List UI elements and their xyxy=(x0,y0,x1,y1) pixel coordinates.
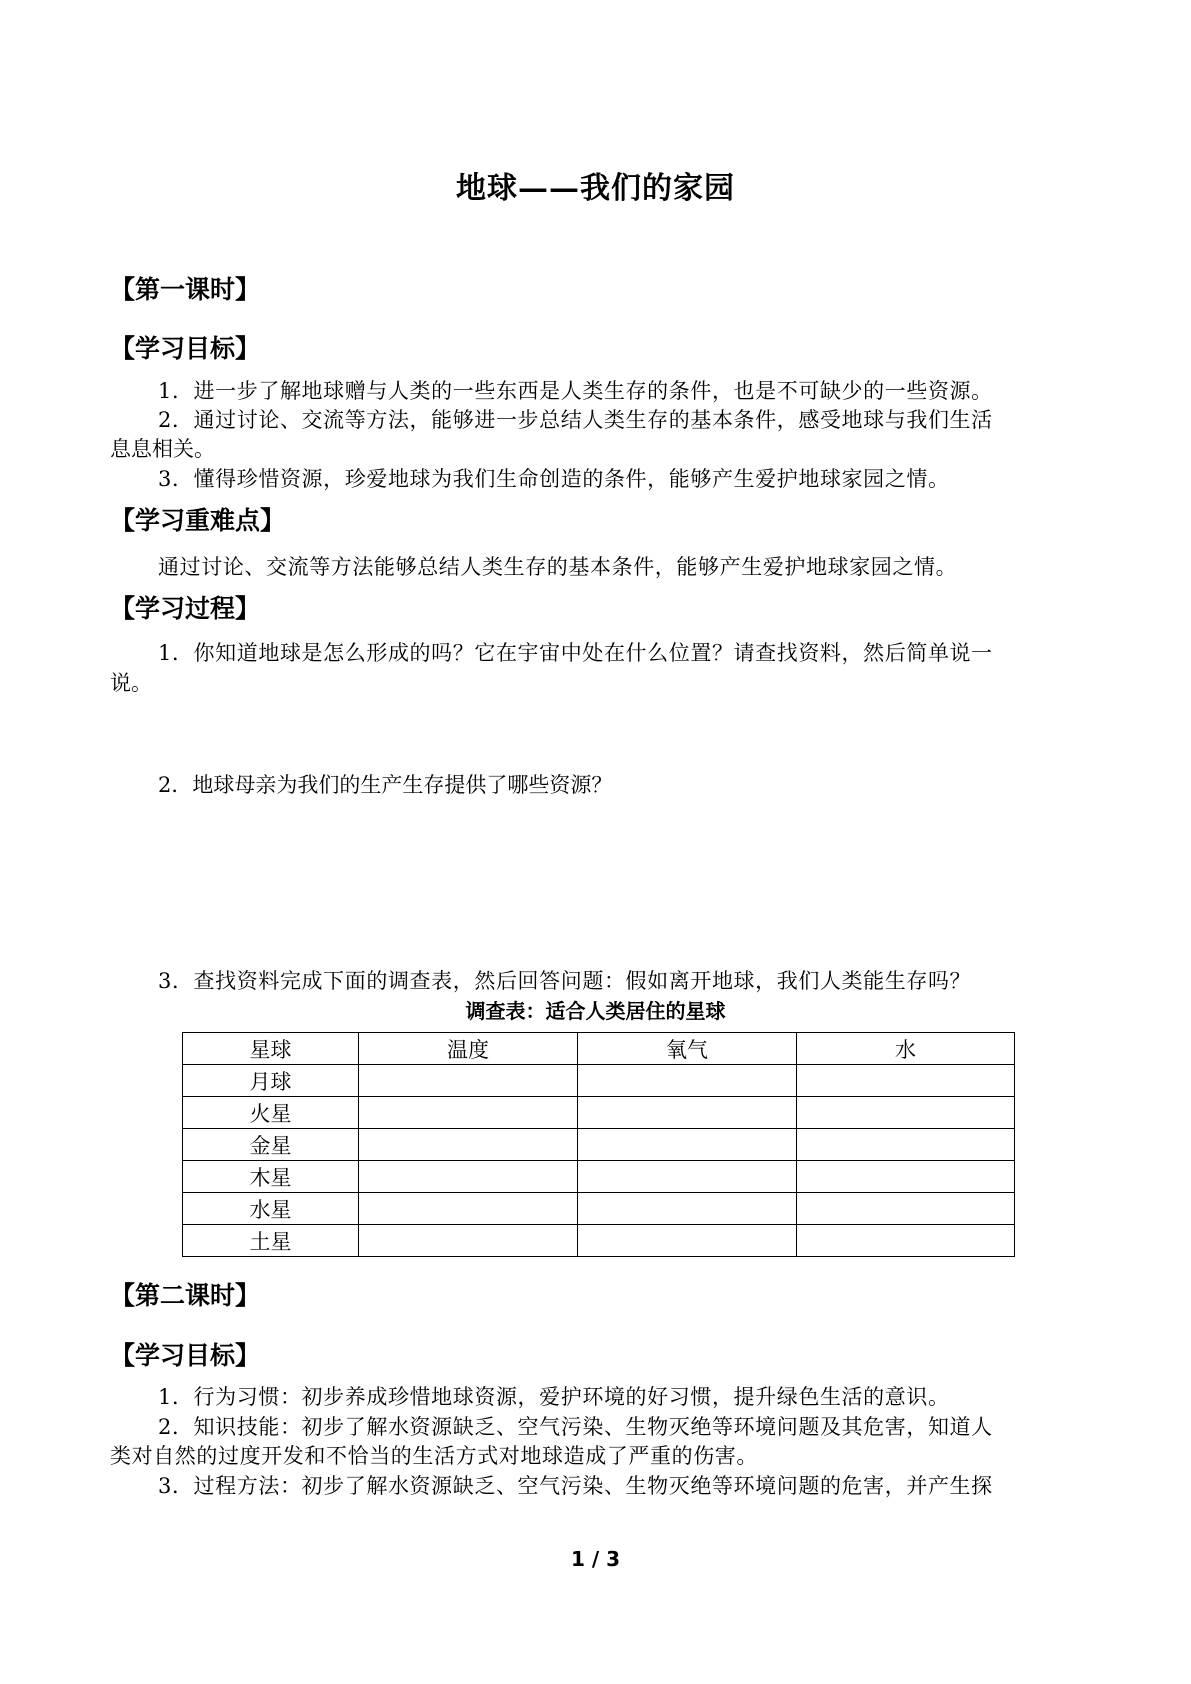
blank-cell[interactable] xyxy=(359,1097,578,1129)
lesson1-keypoints-text: 通过讨论、交流等方法能够总结人类生存的基本条件，能够产生爱护地球家园之情。 xyxy=(158,555,958,579)
survey-table-caption: 调查表：适合人类居住的星球 xyxy=(465,999,726,1023)
lesson1-heading: 【第一课时】 xyxy=(110,275,261,304)
blank-cell[interactable] xyxy=(359,1065,578,1097)
lesson2-goal-2-line1: 2．知识技能：初步了解水资源缺乏、空气污染、生物灭绝等环境问题及其危害，知道人 xyxy=(158,1415,993,1439)
table-row xyxy=(183,1129,1015,1161)
survey-header-row xyxy=(183,1033,1015,1065)
page-number: 1 / 3 xyxy=(570,1547,621,1571)
blank-cell[interactable] xyxy=(359,1193,578,1225)
lesson2-heading: 【第二课时】 xyxy=(110,1281,261,1310)
table-row xyxy=(183,1065,1015,1097)
blank-cell[interactable] xyxy=(578,1161,797,1193)
blank-cell[interactable] xyxy=(578,1193,797,1225)
table-row xyxy=(183,1161,1015,1193)
lesson1-goal-2-line2: 息息相关。 xyxy=(110,437,215,461)
table-row xyxy=(183,1097,1015,1129)
lesson1-goals-heading: 【学习目标】 xyxy=(110,334,261,363)
blank-cell[interactable] xyxy=(359,1129,578,1161)
lesson2-goal-2-line2: 类对自然的过度开发和不恰当的生活方式对地球造成了严重的伤害。 xyxy=(110,1444,758,1468)
lesson1-goal-1: 1．进一步了解地球赠与人类的一些东西是人类生存的条件，也是不可缺少的一些资源。 xyxy=(158,379,993,403)
lesson1-goal-3: 3．懂得珍惜资源，珍爱地球为我们生命创造的条件，能够产生爱护地球家园之情。 xyxy=(158,467,950,491)
question-3: 3．查找资料完成下面的调查表，然后回答问题：假如离开地球，我们人类能生存吗？ xyxy=(158,969,972,993)
blank-cell[interactable] xyxy=(797,1129,1015,1161)
table-row xyxy=(183,1225,1015,1257)
blank-cell[interactable] xyxy=(797,1097,1015,1129)
survey-table xyxy=(182,1032,1015,1257)
row-label-jupiter: 木星 xyxy=(183,1161,359,1193)
lesson1-goal-2-line1: 2．通过讨论、交流等方法，能够进一步总结人类生存的基本条件，感受地球与我们生活 xyxy=(158,408,993,432)
lesson2-goal-1: 1．行为习惯：初步养成珍惜地球资源，爱护环境的好习惯，提升绿色生活的意识。 xyxy=(158,1385,950,1409)
lesson1-process-heading: 【学习过程】 xyxy=(110,594,261,623)
header-planet: 星球 xyxy=(183,1033,359,1065)
row-label-moon: 月球 xyxy=(183,1065,359,1097)
blank-cell[interactable] xyxy=(578,1129,797,1161)
header-water: 水 xyxy=(797,1033,1015,1065)
blank-cell[interactable] xyxy=(578,1225,797,1257)
row-label-saturn: 土星 xyxy=(183,1225,359,1257)
row-label-venus: 金星 xyxy=(183,1129,359,1161)
blank-cell[interactable] xyxy=(797,1161,1015,1193)
blank-cell[interactable] xyxy=(359,1225,578,1257)
question-1-line2: 说。 xyxy=(110,671,152,695)
row-label-mars: 火星 xyxy=(183,1097,359,1129)
question-1-line1: 1．你知道地球是怎么形成的吗？它在宇宙中处在什么位置？请查找资料，然后简单说一 xyxy=(158,641,993,665)
lesson2-goal-3: 3．过程方法：初步了解水资源缺乏、空气污染、生物灭绝等环境问题的危害，并产生探 xyxy=(158,1474,993,1498)
lesson1-keypoints-heading: 【学习重难点】 xyxy=(110,506,286,535)
question-2: 2．地球母亲为我们的生产生存提供了哪些资源？ xyxy=(158,773,613,797)
header-oxygen: 氧气 xyxy=(578,1033,797,1065)
blank-cell[interactable] xyxy=(359,1161,578,1193)
table-row xyxy=(183,1193,1015,1225)
lesson2-goals-heading: 【学习目标】 xyxy=(110,1341,261,1370)
blank-cell[interactable] xyxy=(578,1097,797,1129)
header-temperature: 温度 xyxy=(359,1033,578,1065)
blank-cell[interactable] xyxy=(578,1065,797,1097)
blank-cell[interactable] xyxy=(797,1065,1015,1097)
blank-cell[interactable] xyxy=(797,1225,1015,1257)
blank-cell[interactable] xyxy=(797,1193,1015,1225)
row-label-mercury: 水星 xyxy=(183,1193,359,1225)
document-title: 地球——我们的家园 xyxy=(456,171,735,206)
